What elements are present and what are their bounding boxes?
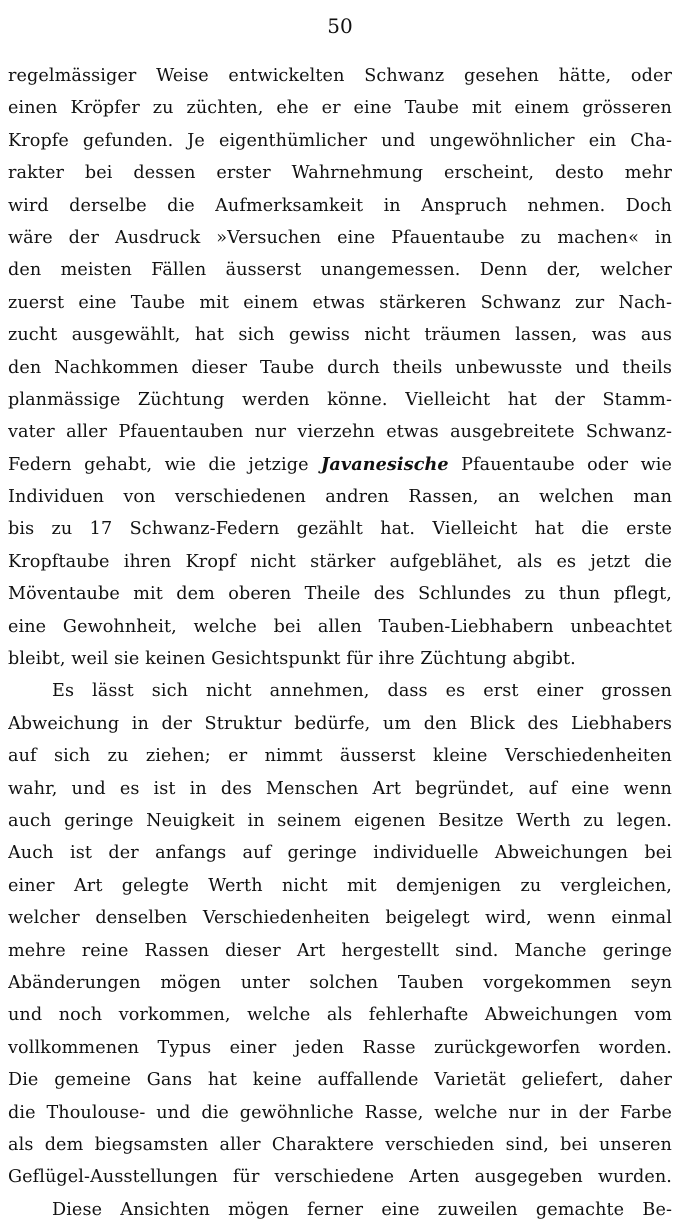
text-line: Kropfe gefunden. Je eigenthümlicher und ungewöhnlicher ein Cha- [8, 130, 672, 151]
emphasized-word: Javanesische [321, 453, 449, 475]
page-number: 50 [327, 14, 353, 38]
text-line: rakter bei dessen erster Wahrnehmung erscheint, desto mehr [8, 163, 672, 184]
text-line: zuerst eine Taube mit einem etwas stärkeren Schwanz zur Nach- [8, 292, 672, 313]
text-line: wäre der Ausdruck »Versuchen eine Pfauentaube zu machen« in [8, 227, 672, 248]
text-line: Die gemeine Gans hat keine auffallende Varietät geliefert, daher [8, 1070, 672, 1091]
text-line: eine Gewohnheit, welche bei allen Tauben-Liebhabern unbeachtet [8, 616, 672, 637]
text-line: den Nachkommen dieser Taube durch theils unbewusste und theils [8, 357, 672, 378]
text-line: auf sich zu ziehen; er nimmt äusserst kleine Verschiedenheiten [8, 746, 672, 767]
text-line: welcher denselben Verschiedenheiten beigelegt wird, wenn einmal [8, 908, 672, 929]
text-line: vater aller Pfauentauben nur vierzehn etwas ausgebreitete Schwanz- [8, 422, 672, 443]
text-line: auch geringe Neuigkeit in seinem eigenen Besitze Werth zu legen. [8, 810, 672, 831]
body-text [8, 60, 672, 1226]
text-line: die Thoulouse- und die gewöhnliche Rasse, welche nur in der Farbe [8, 1102, 672, 1123]
text-line: Möventaube mit dem oberen Theile des Schlundes zu thun pflegt, [8, 584, 672, 605]
text-line: einen Kröpfer zu züchten, ehe er eine Taube mit einem grösseren [8, 98, 672, 119]
text-line: und noch vorkommen, welche als fehlerhafte Abweichungen vom [8, 1005, 672, 1026]
text-line: Auch ist der anfangs auf geringe individuelle Abweichungen bei [8, 843, 672, 864]
text-line: wird derselbe die Aufmerksamkeit in Anspruch nehmen. Doch [8, 195, 672, 216]
text-line: Abänderungen mögen unter solchen Tauben vorgekommen seyn [8, 972, 672, 993]
text-line: zucht ausgewählt, hat sich gewiss nicht träumen lassen, was aus [8, 325, 672, 346]
text-line: bleibt, weil sie keinen Gesichtspunkt für ihre Züchtung abgibt. [8, 649, 576, 670]
text-line: den meisten Fällen äusserst unangemessen. Denn der, welcher [8, 260, 672, 281]
text-line: Geflügel-Ausstellungen für verschiedene Arten ausgegeben wurden. [8, 1167, 672, 1188]
text-fragment: Federn gehabt, wie die jetzige [8, 454, 321, 475]
text-line: wahr, und es ist in des Menschen Art begründet, auf eine wenn [8, 778, 672, 799]
text-line: mehre reine Rassen dieser Art hergestellt sind. Manche geringe [8, 940, 672, 961]
text-line: als dem biegsamsten aller Charaktere verschieden sind, bei unseren [8, 1134, 672, 1155]
text-line: vollkommenen Typus einer jeden Rasse zurückgeworfen worden. [8, 1037, 672, 1058]
text-line: planmässige Züchtung werden könne. Vielleicht hat der Stamm- [8, 389, 672, 410]
text-line-with-emphasis [8, 449, 672, 481]
text-line: einer Art gelegte Werth nicht mit demjenigen zu vergleichen, [8, 875, 672, 896]
text-line: Es lässt sich nicht annehmen, dass es erst einer grossen [52, 681, 672, 702]
text-fragment: Pfauentaube oder wie [448, 454, 672, 475]
text-line: Kropftaube ihren Kropf nicht stärker aufgeblähet, als es jetzt die [8, 551, 672, 572]
text-line: bis zu 17 Schwanz-Federn gezählt hat. Vielleicht hat die erste [8, 519, 672, 540]
text-line: Abweichung in der Struktur bedürfe, um den Blick des Liebhabers [8, 713, 672, 734]
text-line: Individuen von verschiedenen andren Rassen, an welchen man [8, 487, 672, 508]
text-line: Diese Ansichten mögen ferner eine zuweilen gemachte Be- [52, 1199, 672, 1220]
text-line: regelmässiger Weise entwickelten Schwanz gesehen hätte, oder [8, 66, 672, 86]
